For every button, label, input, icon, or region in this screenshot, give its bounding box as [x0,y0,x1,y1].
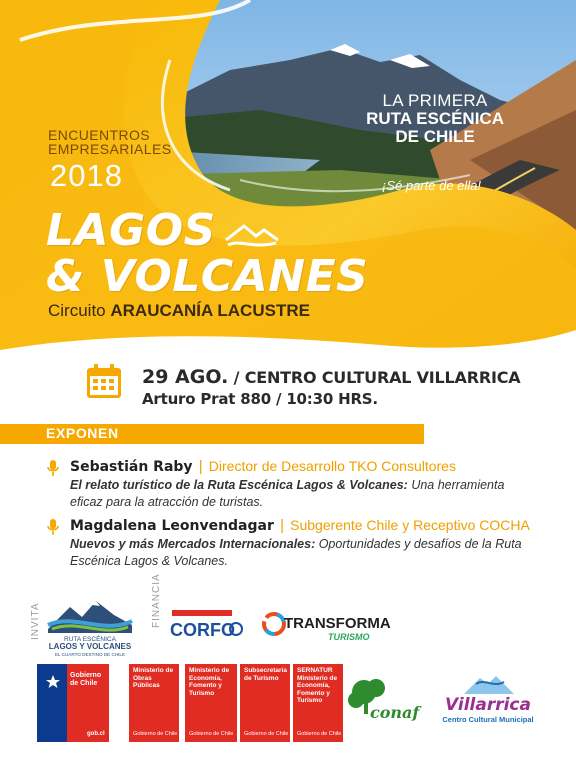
conaf-name: conaf [370,703,420,722]
event-title [46,205,369,302]
conaf-logo [344,678,422,724]
corfo-name: CORFO [170,620,235,640]
gov-tile-text: Ministerio de Obras Públicas [133,667,174,689]
gov-tile-foot: Gobierno de Chile [189,730,234,737]
ruta-escenica-logo [44,595,136,659]
speaker-topic [70,536,530,570]
title-line1: LAGOS [46,205,216,256]
title-line2: & VOLCANES [46,251,369,302]
gov-tile [129,664,179,742]
event-address: Arturo Prat 880 / 10:30 HRS. [142,390,378,408]
lake-wave-icon [222,220,282,250]
gov-tile-text: Subsecretaría de Turismo [244,667,287,682]
speaker-topic-title: Nuevos y más Mercados Internacionales: [70,537,316,551]
calendar-icon [85,362,123,400]
hero-banner [0,0,576,372]
villarrica-sub: Centro Cultural Municipal [442,715,534,724]
gobierno-de-chile-logo [37,664,109,742]
transforma-name: TRANSFORMA [284,615,391,632]
encuentros-label [48,128,171,156]
event-date: 29 AGO. [142,366,229,388]
gov-tile-foot: Gobierno de Chile [133,730,178,737]
speaker-topic-text: Oportunidades y desafíos de la Ruta Escénica Lagos & Volcanes. [70,537,522,568]
circuito-line [48,301,310,321]
speaker-topic-title: El relato turístico de la Ruta Escénica Lagos & Volcanes: [70,478,408,492]
corfo-logo [168,608,246,642]
speaker-heading [70,458,456,475]
speaker-topic [70,477,530,511]
tagline-line1: LA PRIMERA [382,91,488,110]
transforma-turismo-logo [262,606,392,646]
gov-tile [293,664,343,742]
cta-text: ¡Sé parte de ella! [382,178,482,193]
villarrica-logo [434,664,542,730]
ruta-logo-line1: RUTA ESCÉNICA [64,636,116,643]
speaker-role: Director de Desarrollo TKO Consultores [208,458,456,474]
speaker-role: Subgerente Chile y Receptivo COCHA [290,517,530,533]
gov-tile [185,664,237,742]
star-icon [45,674,61,690]
tagline-line2: RUTA ESCÉNICA [366,109,504,128]
speaker-separator: | [280,517,284,534]
villarrica-name: Villarrica [445,695,531,715]
encuentros-line2: EMPRESARIALES [48,141,172,157]
speaker-heading [70,517,530,534]
circuito-prefix: Circuito [48,301,106,320]
microphone-icon [46,518,60,536]
microphone-icon [46,459,60,477]
gob-url: gob.cl [87,730,105,737]
speaker-topic-text: Una herramienta eficaz para la atracción de turistas. [70,478,505,509]
tagline [366,92,504,146]
encuentros-line1: ENCUENTROS [48,127,151,143]
invita-label: INVITA [30,602,41,640]
gov-tile-text: Ministerio de Economía, Fomento y Turismo [189,667,230,697]
year: 2018 [50,158,123,193]
gov-tile-foot: Gobierno de Chile [297,730,342,737]
gov-tile-text: SERNATUR Ministerio de Economía, Fomento y Turismo [297,667,338,704]
transforma-sub: TURISMO [328,632,370,642]
financia-label: FINANCIA [151,573,162,628]
exponen-label: EXPONEN [46,425,119,441]
event-date-venue [142,366,520,388]
ruta-logo-line2: LAGOS Y VOLCANES [48,642,132,651]
speaker-name: Magdalena Leonvendagar [70,518,274,534]
gobierno-label: Gobierno de Chile [70,672,102,687]
ruta-logo-line3: EL CUARTO DESTINO DE CHILE [54,652,126,657]
circuito-name: ARAUCANÍA LACUSTRE [110,301,310,320]
speaker-separator: | [198,458,203,475]
tagline-line3: DE CHILE [395,127,475,146]
gov-tile-foot: Gobierno de Chile [244,730,289,737]
event-venue: / CENTRO CULTURAL VILLARRICA [228,368,521,387]
speaker-name: Sebastián Raby [70,459,193,475]
gov-tile [240,664,290,742]
